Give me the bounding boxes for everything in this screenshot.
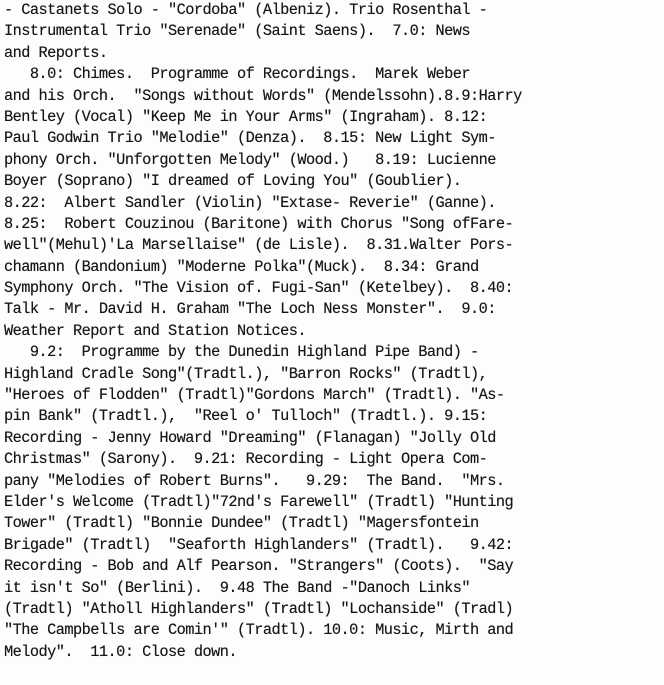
text-line: Boyer (Soprano) "I dreamed of Loving You" (Goublier). [4,172,462,191]
text-line: phony Orch. "Unforgotten Melody" (Wood.) 8.19: Lucienne [4,150,496,169]
text-line: well"(Mehul)'La Marsellaise" (de Lisle). 8.31.Walter Pors- [4,236,514,255]
text-line: Elder's Welcome (Tradtl)"72nd's Farewell" (Tradtl) "Hunting [4,492,514,511]
text-line: chamann (Bandonium) "Moderne Polka"(Muck). 8.34: Grand [4,257,479,276]
text-line: Weather Report and Station Notices. [4,321,307,340]
text-line: it isn't So" (Berlini). 9.48 The Band -"Danoch Links" [4,578,471,597]
text-line: (Tradtl) "Atholl Highlanders" (Tradtl) "Lochanside" (Tradl) [4,599,514,618]
text-line: "The Campbells are Comin'" (Tradtl). 10.0: Music, Mirth and [4,621,514,640]
text-line: Symphony Orch. "The Vision of. Fugi-San" (Ketelbey). 8.40: [4,279,514,298]
text-line: 8.25: Robert Couzinou (Baritone) with Chorus "Song ofFare- [4,214,514,233]
text-line: and Reports. [4,43,108,62]
text-line: Talk - Mr. David H. Graham "The Loch Ness Monster". 9.0: [4,300,496,319]
text-line: - Castanets Solo - "Cordoba" (Albeniz). Trio Rosenthal - [4,1,488,19]
text-line: Highland Cradle Song"(Tradtl.), "Barron Rocks" (Tradtl), [4,364,488,383]
text-line: Brigade" (Tradtl) "Seaforth Highlanders" (Tradtl). 9.42: [4,535,514,554]
text-line: Recording - Jenny Howard "Dreaming" (Flanagan) "Jolly Old [4,428,496,447]
text-line: and his Orch. "Songs without Words" (Mendelssohn).8.9:Harry [4,86,522,105]
text-line: pany "Melodies of Robert Burns". 9.29: The Band. "Mrs. [4,471,505,490]
text-line: Christmas" (Sarony). 9.21: Recording - Light Opera Com- [4,450,488,469]
text-line: 8.0: Chimes. Programme of Recordings. Marek Weber [4,65,471,84]
text-line: 8.22: Albert Sandler (Violin) "Extase- Reverie" (Ganne). [4,193,496,212]
text-line: 9.2: Programme by the Dunedin Highland Pipe Band) - [4,343,479,362]
text-line: Melody". 11.0: Close down. [4,642,238,661]
text-line: Paul Godwin Trio "Melodie" (Denza). 8.15: New Light Sym- [4,129,496,148]
text-line: "Heroes of Flodden" (Tradtl)"Gordons March" (Tradtl). "As- [4,386,505,405]
text-line: pin Bank" (Tradtl.), "Reel o' Tulloch" (Tradtl.). 9.15: [4,407,488,426]
text-line: Instrumental Trio "Serenade" (Saint Saens). 7.0: News [4,22,471,41]
text-line: Tower" (Tradtl) "Bonnie Dundee" (Tradtl) "Magersfontein [4,514,479,533]
typewritten-programme-text [4,0,660,663]
text-line: Bentley (Vocal) "Keep Me in Your Arms" (Ingraham). 8.12: [4,107,488,126]
text-line: Recording - Bob and Alf Pearson. "Strangers" (Coots). "Say [4,557,514,576]
